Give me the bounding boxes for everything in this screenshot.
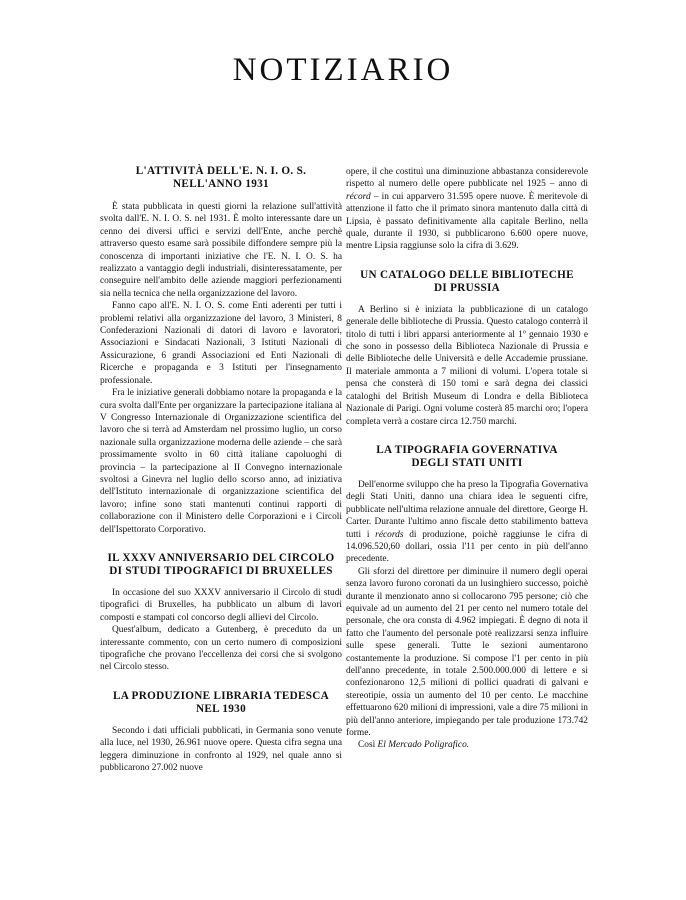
paragraph-continued: opere, il che costituì una diminuzione abbastanza considerevole rispetto al numero delle opere pubblicate nel 1925 – anno di récord – in cui apparvero 31.595 opere nuove. È meritevole di attenzione il fatto che il primato sinora mantenuto dalla città di Lipsia, è passato definitivamente alla capitale Berlino, nella quale, durante il 1930, si pubblicarono 6.600 opere nuove, mentre Lipsia raggiunse solo la cifra di 3.629. — [346, 167, 589, 252]
section-heading-bruxelles: IL XXXV ANNIVERSARIO DEL CIRCOLO DI STUDI TIPOGRAFICI DI BRUXELLES — [107, 551, 335, 577]
paragraph: Fra le iniziative generali dobbiamo notare la propaganda e la cura svolta dall'Ente per organizzare la partecipazione italiana al V Congresso Internazionale di Organizzazione scientifica del lavoro che si terrà ad Amsterdam nel prossimo luglio, un corso nazionale sulla organizzazione moderna delle aziende – che sarà prossimamente svolto in 60 città italiane capoluoghi di provincia – la partecipazione al II Convegno internazionale svoltosi a Ginevra nel luglio dello scorso anno, ad iniziativa dell'Istituto internazionale di organizzazione scientifica del lavoro; infine sono stati mantenuti continui rapporti di collaborazione con il Ministero delle Corporazioni e i Circoli dell'Ispettorato Corporativo. — [100, 388, 342, 535]
section-heading-enios: L'ATTIVITÀ DELL'E. N. I. O. S. NELL'ANNO 1931 — [135, 165, 307, 190]
right-column — [346, 166, 588, 752]
page-title: NOTIZIARIO — [232, 52, 454, 88]
paragraph: Gli sforzi del direttore per diminuire il numero degli operai senza lavoro furono coronati da un lusinghiero successo, poichè durante il menzionato anno si collocarono 795 persone; ciò che equivale ad un aumento del 21 per cento nel numero totale del personale, che ora consta di 4.962 impiegati. È degno di nota il fatto che l'aumento del personale potè realizzarsi senza influire sulle spese generali. Tutte le sezioni aumentarono costantemente la produzione. Si compose l'1 per cento in più dell'anno precedente, in totale 2.500.000.000 di lettere e si confezionarono 12,5 milioni di pollici quadrati di galvani e stereotipie, ossia un aumento del 10 per cento. Le macchine effettuarono 620 milioni di impressioni, vale a dire 75 milioni in più dell'anno anteriore, impiegando per tale produzione 173.742 forme. — [346, 566, 588, 739]
paragraph: Dell'enorme sviluppo che ha preso la Tipografia Governativa degli Stati Uniti, danno una chiara idea le seguenti cifre, pubblicate nell'ultima relazione annuale del direttore, George H. Carter. Durante l'ultimo anno fiscale detto stabilimento batteva tutti i récords di produzione, poichè raggiunse le cifra di 14.096.520,60 dollari, ossia l'11 per cento in più dell'anno precedente. — [346, 479, 589, 565]
paragraph: Fanno capo all'E. N. I. O. S. come Enti aderenti per tutti i problemi relativi alla organizzazione del lavoro, 3 Ministeri, 8 Confederazioni Nazionali di datori di lavoro e lavoratori, Associazioni e Sindacati Nazionali, 3 Istituti Nazionali di Assicurazione, 6 grandi Associazioni ed Enti Nazionali di Ricerche e propaganda e 3 Istituti per l'insegnamento professionale. — [100, 301, 342, 386]
paragraph: Quest'album, dedicato a Gutenberg, è preceduto da un interessante commento, con un certo numero di composizioni tipografiche che provano l'eccellenza dei corsi che si svolgono nel Circolo stesso. — [100, 625, 342, 673]
paragraph: A Berlino si è iniziata la pubblicazione di un catalogo generale delle biblioteche di Prussia. Questo catalogo conterrà il titolo di tutti i libri apparsi anteriormente al 1º gennaio 1930 e che sono in possesso della Biblioteca Nazionale di Prussia e delle Biblioteche delle Università e delle Accademie prussiane. Il materiale ammonta a 7 milioni di volumi. L'opera totale si pensa che consterà di 150 tomi e sarà degna dei classici cataloghi del British Museum di Londra e della Biblioteca Nazionale di Parigi. Ogni volume costerà 85 marchi oro; l'opera completa verrà a costare circa 12.750 marchi. — [346, 304, 588, 427]
paragraph: È stata pubblicata in questi giorni la relazione sull'attività svolta dall'E. N. I. O. S. nel 1931. È molto interessante dare un cenno dei diversi uffici e servizi dell'Ente, anche perchè attraverso questo esame sarà possibile diffondere sempre più la conoscenza di importanti iniziative che l'E. N. I. O. S. ha realizzato a vantaggio degli industriali, disinteressatamente, per conseguire nell'ambito delle aziende maggiori perfezionamenti sia nella tecnica che nella organizzazione del lavoro. — [100, 202, 342, 299]
source-credit: Così El Mercado Poligrafico. — [358, 740, 470, 751]
paragraph: In occasione del suo XXXV anniversario il Circolo di studi tipografici di Bruxelles, ha pubblicato un album di lavori composti e stampati col concorso degli allievi del Circolo. — [100, 587, 342, 623]
section-heading-prussia: UN CATALOGO DELLE BIBLIOTECHE DI PRUSSIA — [360, 268, 574, 294]
left-column — [100, 165, 342, 774]
section-heading-tipografia: LA TIPOGRAFIA GOVERNATIVA DEGLI STATI UNITI — [376, 443, 558, 469]
section-heading-tedesca: LA PRODUZIONE LIBRARIA TEDESCA NEL 1930 — [112, 689, 330, 715]
paragraph: Secondo i dati ufficiali pubblicati, in Germania sono venute alla luce, nel 1930, 26.961 nuove opere. Questa cifra segna una leggera diminuzione in confronto al 1929, nel quale anno si pubblicarono 27.002 nuove — [100, 725, 342, 774]
